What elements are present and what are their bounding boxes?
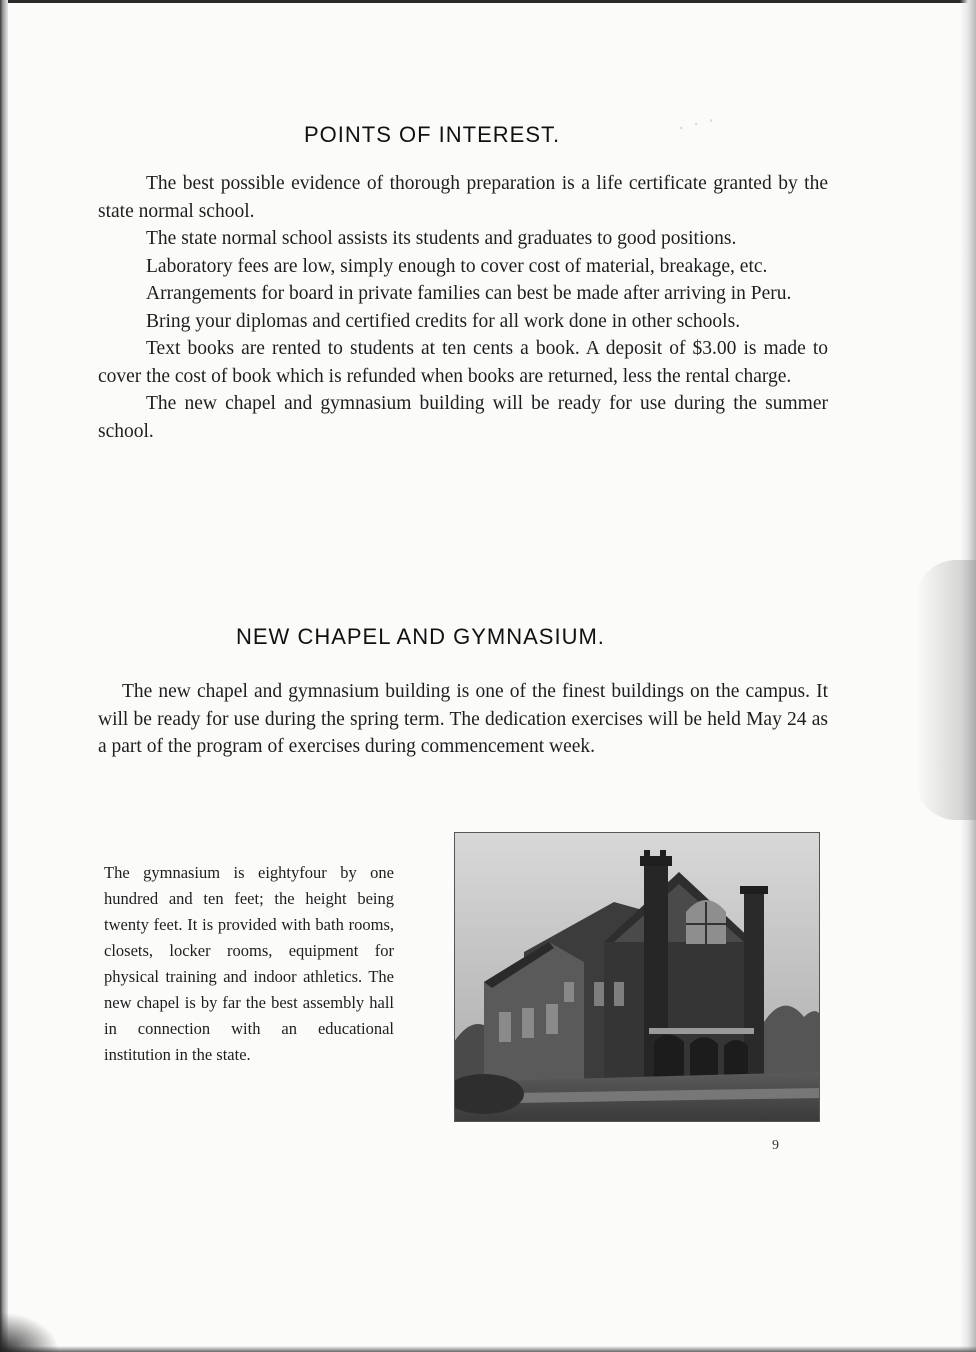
- scan-top-edge: [0, 0, 976, 3]
- paragraph-laboratory-fees: Laboratory fees are low, simply enough to cover cost of material, breakage, etc.: [146, 255, 768, 277]
- points-of-interest-body: [98, 170, 828, 445]
- paragraph-text-books: Text books are rented to students at ten cents a book. A deposit of $3.00 is made to cover the cost of book which is refunded when books are returned, less the rental charge.: [98, 338, 828, 387]
- chapel-gymnasium-photo: [454, 832, 820, 1122]
- scan-bottom-edge: [0, 1346, 976, 1352]
- points-of-interest-title: POINTS OF INTEREST.: [304, 122, 561, 147]
- paragraph-chapel-description: The new chapel and gymnasium building is one of the finest buildings on the campus. It will be ready for use during the spring term. The dedication exercises will be held May 24 as a part of the program of exercises during commencement week.: [98, 681, 828, 757]
- page-number: 9: [772, 1138, 779, 1153]
- paragraph-good-positions: The state normal school assists its students and graduates to good positions.: [146, 228, 737, 249]
- scan-corner-shadow: [0, 1312, 60, 1352]
- paragraph-new-building: The new chapel and gymnasium building will be ready for use during the summer school.: [98, 393, 828, 442]
- faint-pencil-mark: · · ·: [675, 109, 719, 140]
- scan-page-curl-shadow: [916, 560, 976, 820]
- scan-left-edge: [0, 0, 8, 1352]
- new-chapel-title: NEW CHAPEL AND GYMNASIUM.: [236, 624, 605, 649]
- paragraph-board-arrangements: Arrangements for board in private families can best be made after arriving in Peru.: [146, 283, 792, 304]
- paragraph-life-certificate: The best possible evidence of thorough preparation is a life certificate granted by the state normal school.: [98, 173, 828, 222]
- gymnasium-caption: The gymnasium is eightyfour by one hundred and ten feet; the height being twenty feet. It is provided with bath rooms, closets, locker rooms, equipment for physical training and indoor athletics. The new chapel is by far the best assembly hall in connection with an educational institution in the state.: [104, 863, 394, 1064]
- paragraph-bring-diplomas: Bring your diplomas and certified credits for all work done in other schools.: [146, 310, 741, 332]
- new-chapel-body: [98, 678, 828, 761]
